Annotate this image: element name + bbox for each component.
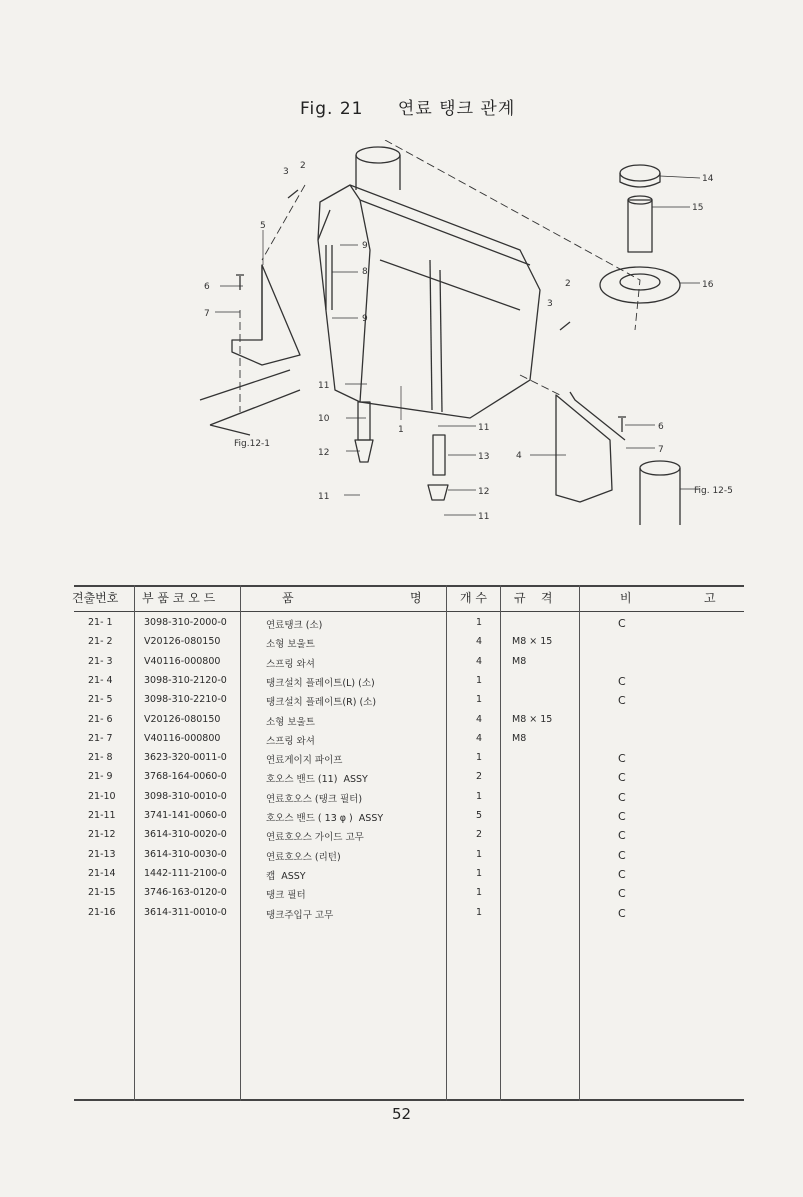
table-row [74, 675, 744, 694]
left-bracket [232, 265, 300, 365]
callout-2-left: 2 [300, 161, 306, 171]
note: C [618, 674, 626, 688]
table-row [74, 829, 744, 848]
callout-15: 15 [692, 203, 704, 213]
callout-7-left: 7 [204, 309, 210, 319]
part-name: 소형 보울트 [266, 639, 315, 651]
spec: M8 × 15 [512, 713, 553, 725]
quantity: 1 [476, 790, 483, 802]
note: C [618, 848, 626, 862]
ref-no: 21- 4 [88, 674, 113, 686]
note: C [618, 752, 626, 766]
note: C [618, 771, 626, 785]
part-name: 연료호오스 (리턴) [266, 851, 341, 863]
table-row [74, 887, 744, 906]
ref-no: 21- 8 [88, 752, 113, 764]
ref-no: 21- 1 [88, 617, 113, 628]
quantity: 1 [476, 906, 483, 918]
note: C [618, 790, 626, 804]
callout-11-d: 11 [478, 512, 490, 522]
table-row [74, 791, 744, 810]
table-bottom-rule [74, 1099, 744, 1101]
page-number: 52 [391, 1105, 412, 1123]
part-name: 연료탱크 (소) [266, 620, 323, 631]
callout-8: 8 [362, 267, 368, 277]
callout-5: 5 [260, 221, 266, 231]
callout-3-left: 3 [283, 167, 289, 177]
callout-11-c: 11 [478, 423, 490, 433]
quantity: 5 [476, 810, 483, 821]
part-code: 3614-311-0010-0 [144, 906, 227, 918]
quantity: 2 [476, 771, 483, 783]
ref-no: 21-15 [88, 887, 116, 899]
table-row [74, 810, 744, 829]
quantity: 1 [476, 887, 483, 899]
ref-no: 21-11 [88, 810, 116, 821]
quantity: 1 [476, 694, 483, 706]
part-code: 3614-310-0020-0 [144, 829, 227, 841]
part-name: 연료게이지 파이프 [266, 755, 343, 767]
ref-no: 21- 6 [88, 713, 113, 725]
spec: M8 [512, 732, 527, 744]
note: C [618, 906, 626, 920]
part-name: 소형 보울트 [266, 716, 315, 728]
gauge-pipe [326, 245, 332, 310]
quantity: 4 [476, 732, 483, 744]
header-ref-no: 견출번호 [72, 591, 119, 605]
part-code: V40116-000800 [144, 732, 221, 744]
part-name: 탱크 필터 [266, 890, 306, 902]
table-row [74, 617, 744, 636]
note: C [618, 887, 626, 901]
part-code: 3741-141-0060-0 [144, 810, 227, 821]
ref-fig-12-5: Fig. 12-5 [694, 486, 733, 496]
table-row [74, 868, 744, 887]
callout-11-a: 11 [318, 381, 330, 391]
fuel-tank-drawing [0, 140, 803, 580]
table-row [74, 771, 744, 790]
callout-2-right: 2 [565, 279, 571, 289]
right-bracket [556, 395, 612, 502]
table-row [74, 714, 744, 733]
ref-no: 21- 2 [88, 636, 113, 648]
part-name: 연료호오스 (탱크 필터) [266, 793, 363, 805]
spec: M8 [512, 655, 527, 667]
exploded-parts-diagram [0, 140, 803, 580]
quantity: 1 [476, 848, 483, 860]
callout-12-b: 12 [478, 487, 490, 497]
part-name: 스프링 와셔 [266, 658, 315, 670]
header-name-left: 품 [282, 591, 294, 605]
part-name: 탱크설치 플레이트(L) (소) [266, 677, 375, 689]
ref-fig-12-1: Fig.12-1 [234, 439, 271, 449]
part-name: 캡 ASSY [266, 870, 306, 882]
header-note-right: 고 [704, 591, 716, 605]
part-code: 3614-310-0030-0 [144, 848, 227, 860]
ref-no: 21- 5 [88, 694, 113, 706]
ref-no: 21- 7 [88, 732, 113, 744]
header-name-right: 명 [410, 591, 422, 605]
part-name: 호오스 밴드 ( 13 φ ) ASSY [266, 813, 384, 824]
part-name: 호오스 밴드 (11) ASSY [266, 774, 368, 786]
quantity: 1 [476, 752, 483, 764]
note: C [618, 867, 626, 881]
part-name: 탱크주입구 고무 [266, 909, 334, 921]
figure-caption: 연료 탱크 관계 [397, 99, 516, 119]
table-row [74, 752, 744, 771]
ref-no: 21-12 [88, 829, 116, 841]
callout-1: 1 [398, 425, 404, 435]
note: C [618, 810, 626, 823]
header-note-left: 비 [620, 591, 632, 605]
callout-10: 10 [318, 414, 330, 424]
part-code: 3098-310-2210-0 [144, 694, 227, 706]
table-row [74, 656, 744, 675]
header-part-code: 부 품 코 오 드 [142, 591, 216, 605]
filler-neck [356, 147, 400, 163]
callout-16: 16 [702, 280, 714, 290]
note: C [618, 617, 626, 630]
ref-no: 21- 9 [88, 771, 113, 783]
table-row [74, 733, 744, 752]
callout-14: 14 [702, 174, 714, 184]
part-code: V20126-080150 [144, 713, 221, 725]
note: C [618, 694, 626, 708]
callout-11-b: 11 [318, 492, 330, 502]
quantity: 4 [476, 636, 483, 648]
callout-9-mid: 9 [362, 314, 368, 324]
cap [620, 165, 660, 181]
header-spec: 규 격 [514, 591, 553, 605]
part-code: 3768-164-0060-0 [144, 771, 227, 783]
figure-title [300, 94, 515, 119]
part-code: 3746-163-0120-0 [144, 887, 227, 899]
header-qty: 개 수 [460, 591, 487, 605]
filler-rubber [600, 267, 680, 303]
tank-filter [628, 200, 652, 252]
part-code: 3623-320-0011-0 [144, 752, 227, 764]
part-name: 탱크설치 플레이트(R) (소) [266, 697, 377, 709]
quantity: 1 [476, 674, 483, 686]
table-row [74, 907, 744, 926]
part-code: 3098-310-2120-0 [144, 674, 227, 686]
callout-3-right: 3 [547, 299, 553, 309]
quantity: 2 [476, 829, 483, 841]
parts-table [74, 585, 744, 1101]
callout-13: 13 [478, 452, 490, 462]
callout-12-a: 12 [318, 448, 330, 458]
part-code: 3098-310-2000-0 [144, 617, 227, 628]
ref-no: 21-10 [88, 790, 116, 802]
table-row [74, 636, 744, 655]
ref-no: 21-14 [88, 867, 116, 879]
part-name: 연료호오스 가이드 고무 [266, 832, 364, 844]
note: C [618, 829, 626, 843]
quantity: 1 [476, 867, 483, 879]
table-top-rule [74, 585, 744, 587]
part-code: V20126-080150 [144, 636, 221, 648]
callout-4: 4 [516, 451, 522, 461]
table-header-rule [74, 611, 744, 612]
table-row [74, 694, 744, 713]
quantity: 4 [476, 713, 483, 725]
part-code: V40116-000800 [144, 655, 221, 667]
table-row [74, 849, 744, 868]
part-code: 3098-310-0010-0 [144, 790, 227, 802]
quantity: 1 [476, 617, 483, 628]
callout-7-right: 7 [658, 445, 664, 455]
spec: M8 × 15 [512, 636, 553, 648]
callout-9-top: 9 [362, 241, 368, 251]
quantity: 4 [476, 655, 483, 667]
part-code: 1442-111-2100-0 [144, 867, 227, 879]
part-name: 스프링 와셔 [266, 735, 315, 747]
ref-no: 21- 3 [88, 655, 113, 667]
ref-no: 21-13 [88, 848, 116, 860]
ref-no: 21-16 [88, 906, 116, 918]
callout-6-right: 6 [658, 422, 664, 432]
callout-6-left: 6 [204, 282, 210, 292]
figure-number: Fig. 21 [300, 99, 364, 119]
fuel-tank-body [318, 185, 540, 418]
